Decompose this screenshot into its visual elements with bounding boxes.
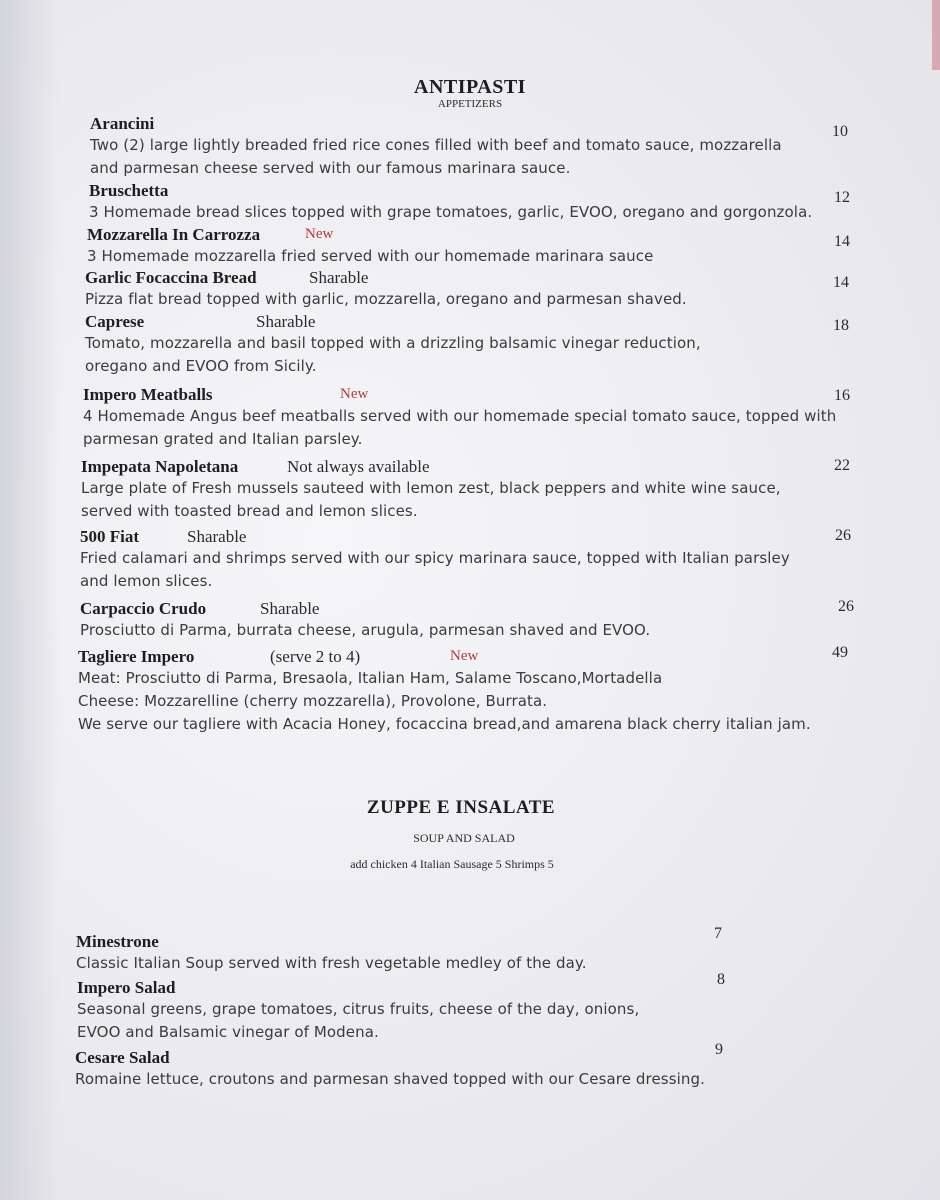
page-corner-edge [932, 0, 940, 70]
item-desc-line: 3 Homemade bread slices topped with grape tomatoes, garlic, EVOO, oregano and gorgonzola. [89, 203, 813, 221]
item-desc-line: Classic Italian Soup served with fresh vegetable medley of the day. [76, 954, 587, 972]
item-name: Impero Meatballs [83, 385, 213, 404]
sharable-note: Sharable [187, 527, 247, 546]
menu-item-impero-meatballs [83, 385, 836, 451]
item-desc-line: Large plate of Fresh mussels sauteed with lemon zest, black peppers and white wine sauce, [81, 479, 781, 497]
item-price: 12 [834, 189, 850, 206]
item-price: 14 [833, 274, 849, 291]
item-price: 14 [834, 233, 850, 250]
item-desc-line: 3 Homemade mozzarella fried served with our homemade marinara sauce [87, 247, 654, 265]
menu-item-500-fiat [80, 527, 790, 593]
item-price: 16 [834, 387, 850, 404]
item-price: 49 [832, 644, 848, 661]
item-desc-line: 4 Homemade Angus beef meatballs served with our homemade special tomato sauce, topped with [83, 407, 837, 425]
menu-item-arancini [90, 114, 782, 180]
item-price: 7 [714, 925, 722, 942]
menu-item-caprese [85, 312, 701, 378]
menu-item-carpaccio-crudo [80, 599, 650, 642]
item-name: Carpaccio Crudo [80, 599, 207, 618]
antipasti-subtitle: APPETIZERS [437, 98, 503, 110]
item-name: Arancini [90, 114, 155, 133]
item-name: Garlic Focaccina Bread [85, 268, 257, 287]
page-edge-shadow [0, 0, 60, 1200]
item-desc-line: oregano and EVOO from Sicily. [85, 357, 317, 375]
item-desc-line: We serve our tagliere with Acacia Honey, focaccina bread,and amarena black cherry italian jam. [78, 715, 811, 733]
item-desc-line: served with toasted bread and lemon slices. [81, 502, 418, 520]
item-price: 10 [832, 123, 848, 140]
item-desc-line: and parmesan cheese served with our famous marinara sauce. [90, 159, 571, 177]
item-name: 500 Fiat [80, 527, 140, 546]
item-price: 26 [838, 598, 854, 615]
item-price: 9 [715, 1041, 723, 1058]
menu-item-cesare-salad [75, 1048, 705, 1091]
item-price: 22 [834, 457, 850, 474]
item-desc-line: Meat: Prosciutto di Parma, Bresaola, Italian Ham, Salame Toscano,Mortadella [78, 669, 663, 687]
item-name: Impepata Napoletana [81, 457, 239, 476]
serving-note: (serve 2 to 4) [270, 647, 361, 666]
item-desc-line: Fried calamari and shrimps served with our spicy marinara sauce, topped with Italian parsley [80, 549, 790, 567]
item-name: Minestrone [76, 932, 159, 951]
antipasti-title: ANTIPASTI [414, 76, 526, 98]
item-name: Mozzarella In Carrozza [87, 225, 261, 244]
menu-item-impepata-napoletana [81, 457, 781, 523]
item-desc-line: Seasonal greens, grape tomatoes, citrus fruits, cheese of the day, onions, [77, 1000, 640, 1018]
sharable-note: Sharable [309, 268, 369, 287]
item-name: Cesare Salad [75, 1048, 170, 1067]
item-price: 8 [717, 971, 725, 988]
item-name: Tagliere Impero [78, 647, 195, 666]
item-price: 26 [835, 527, 851, 544]
menu-item-mozzarella-in-carrozza [87, 225, 653, 268]
item-desc-line: Pizza flat bread topped with garlic, mozzarella, oregano and parmesan shaved. [85, 290, 687, 308]
item-desc-line: Prosciutto di Parma, burrata cheese, arugula, parmesan shaved and EVOO. [80, 621, 651, 639]
item-desc-line: Tomato, mozzarella and basil topped with a drizzling balsamic vinegar reduction, [85, 334, 701, 352]
item-name: Bruschetta [89, 181, 169, 200]
item-name: Caprese [85, 312, 145, 331]
item-desc-line: Two (2) large lightly breaded fried rice cones filled with beef and tomato sauce, mozzarella [90, 136, 782, 154]
item-price: 18 [833, 317, 849, 334]
menu-item-minestrone [76, 932, 587, 975]
item-name: Impero Salad [77, 978, 176, 997]
menu-item-bruschetta [89, 181, 812, 224]
new-badge: New [450, 648, 479, 664]
zuppe-title: ZUPPE E INSALATE [366, 797, 556, 818]
availability-note: Not always available [287, 457, 430, 476]
menu-item-garlic-focaccina-bread [85, 268, 687, 311]
item-desc-line: and lemon slices. [80, 572, 213, 590]
item-desc-line: Romaine lettuce, croutons and parmesan shaved topped with our Cesare dressing. [75, 1070, 705, 1088]
menu-item-tagliere-impero [78, 647, 811, 736]
zuppe-subtitle: SOUP AND SALAD [413, 831, 515, 845]
sharable-note: Sharable [260, 599, 320, 618]
item-desc-line: EVOO and Balsamic vinegar of Modena. [77, 1023, 379, 1041]
menu-item-impero-salad [77, 978, 639, 1044]
sharable-note: Sharable [256, 312, 316, 331]
zuppe-addons: add chicken 4 Italian Sausage 5 Shrimps 5 [350, 857, 554, 871]
new-badge: New [305, 226, 334, 242]
item-desc-line: parmesan grated and Italian parsley. [83, 430, 363, 448]
new-badge: New [340, 386, 369, 402]
item-desc-line: Cheese: Mozzarelline (cherry mozzarella), Provolone, Burrata. [78, 692, 548, 710]
